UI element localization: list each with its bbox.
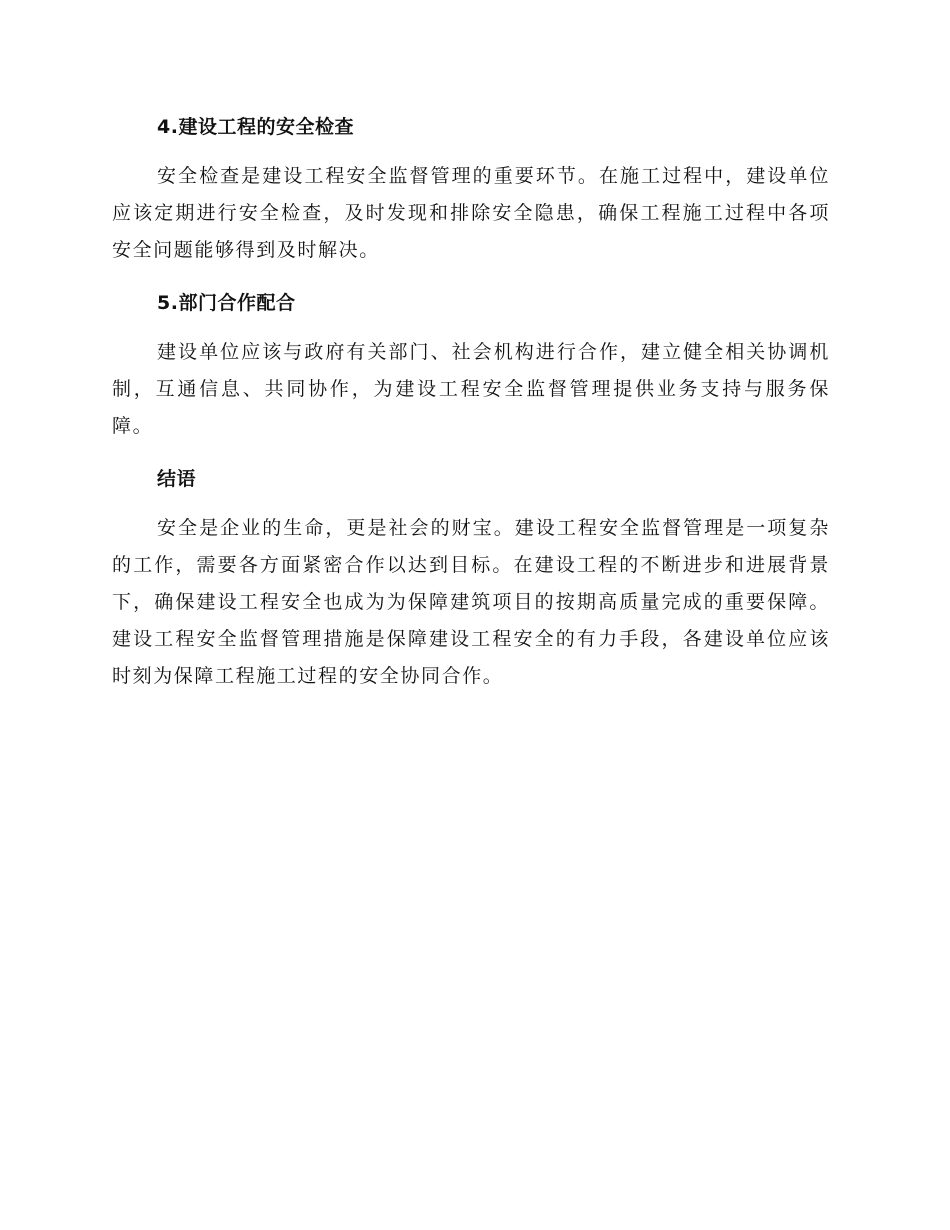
document-body <box>112 108 830 710</box>
section-heading-conclusion: 结语 <box>157 468 197 490</box>
section-paragraph-department-cooperation: 建设单位应该与政府有关部门、社会机构进行合作，建立健全相关协调机制，互通信息、共同协作，为建设工程安全监督管理提供业务支持与服务保障。 <box>112 341 830 437</box>
section-paragraph-safety-inspection: 安全检查是建设工程安全监督管理的重要环节。在施工过程中，建设单位应该定期进行安全检查，及时发现和排除安全隐患，确保工程施工过程中各项安全问题能够得到及时解决。 <box>112 165 830 261</box>
section-heading-department-cooperation: 5.部门合作配合 <box>157 292 296 314</box>
section-paragraph-conclusion: 安全是企业的生命，更是社会的财宝。建设工程安全监督管理是一项复杂的工作，需要各方面紧密合作以达到目标。在建设工程的不断进步和进展背景下，确保建设工程安全也成为为保障建筑项目的按期高质量完成的重要保障。建设工程安全监督管理措施是保障建设工程安全的有力手段，各建设单位应该时刻为保障工程施工过程的安全协同合作。 <box>112 517 830 687</box>
section-heading-safety-inspection: 4.建设工程的安全检查 <box>157 116 354 138</box>
